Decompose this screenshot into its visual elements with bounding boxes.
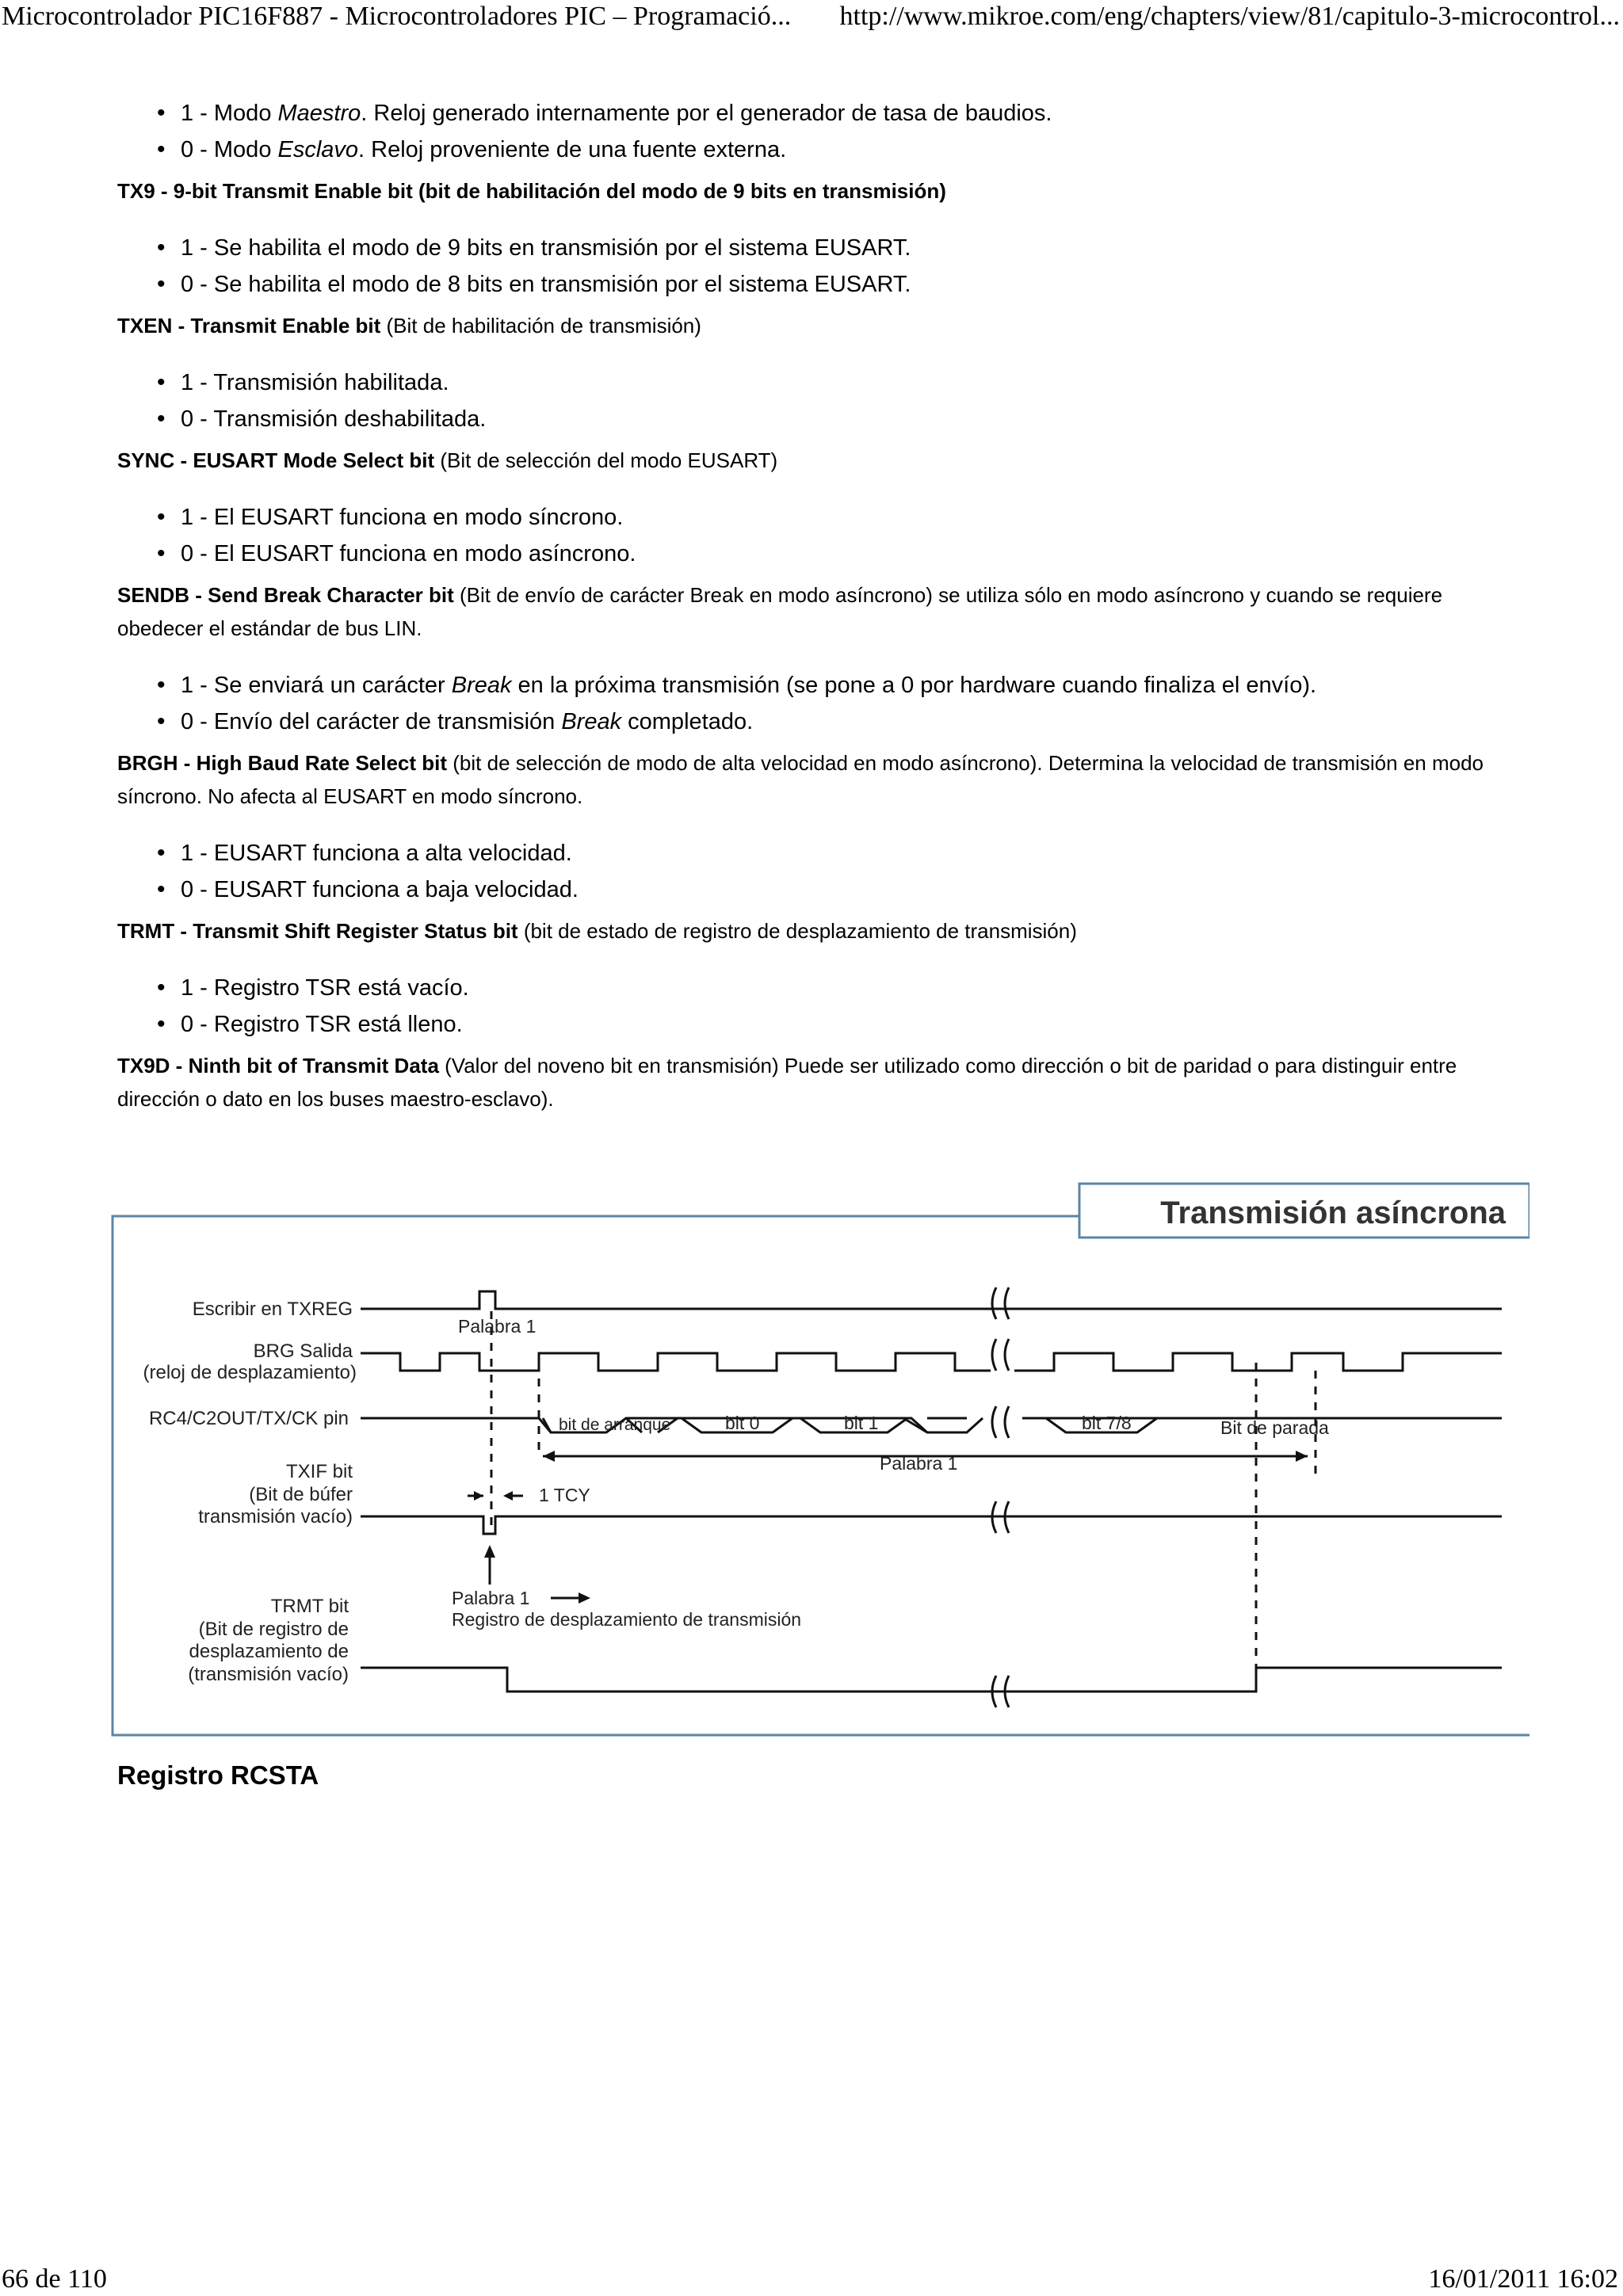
list-item: • 0 - Transmisión deshabilitada. (181, 401, 1512, 437)
list-item: • 0 - El EUSART funciona en modo asíncrono. (181, 536, 1512, 572)
brgh-list (117, 835, 1512, 908)
list-item: • 1 - EUSART funciona a alta velocidad. (181, 835, 1512, 871)
label-trmt-3: desplazamiento de (189, 1641, 349, 1662)
txreg-waveform (361, 1291, 1502, 1309)
trmt-list (117, 970, 1512, 1043)
list-item: • 1 - Registro TSR está vacío. (181, 970, 1512, 1006)
trmt-waveform (361, 1668, 1502, 1691)
list-item: • 0 - Envío del carácter de transmisión Break completado. (181, 704, 1512, 740)
annotation-palabra-span: Palabra 1 (880, 1453, 958, 1474)
list-item: • 1 - El EUSART funciona en modo síncrono. (181, 499, 1512, 536)
label-trmt-4: (transmisión vacío) (188, 1664, 349, 1685)
async-transmission-diagram (111, 1180, 1529, 1739)
annotation-bit0: bit 0 (725, 1413, 760, 1433)
annotation-stop-bit: Bit de parada (1220, 1417, 1329, 1438)
tcy-arrows (468, 1491, 523, 1501)
rc4-waveform (361, 1418, 1502, 1432)
txen-definition: TXEN - Transmit Enable bit (Bit de habilitación de transmisión) (117, 314, 701, 338)
sendb-definition: SENDB - Send Break Character bit (Bit de envío de carácter Break en modo asíncrono) se utiliza sólo en modo asíncrono y cuando se requiere obedecer el estándar de bus LIN. (117, 583, 1443, 640)
label-rc4: RC4/C2OUT/TX/CK pin (148, 1408, 349, 1429)
list-item: • 0 - EUSART funciona a baja velocidad. (181, 871, 1512, 908)
list-item: • 1 - Se habilita el modo de 9 bits en transmisión por el sistema EUSART. (181, 230, 1512, 266)
brg-waveform (361, 1353, 1502, 1371)
rcsta-heading: Registro RCSTA (117, 1760, 319, 1790)
annotation-bit1: bit 1 (844, 1413, 879, 1433)
diagram-title: Transmisión asíncrona (1160, 1196, 1506, 1230)
annotation-start-bit: bit de arranque (559, 1416, 671, 1434)
txif-waveform (361, 1516, 1502, 1534)
label-txif-2: (Bit de búfer (249, 1484, 353, 1505)
browser-page-url[interactable]: http://www.mikroe.com/eng/chapters/view/81/capitulo-3-microcontrol... (839, 2, 1620, 31)
label-txreg: Escribir en TXREG (192, 1299, 353, 1320)
brgh-definition: BRGH - High Baud Rate Select bit (bit de selección de modo de alta velocidad en modo asíncrono). Determina la velocidad de transmisión en modo síncrono. No afecta al EUSART en modo síncrono. (117, 751, 1484, 808)
annotation-bit78: bit 7/8 (1082, 1413, 1132, 1433)
sync-definition: SYNC - EUSART Mode Select bit (Bit de selección del modo EUSART) (117, 448, 778, 472)
list-item: • 1 - Transmisión habilitada. (181, 364, 1512, 401)
list-item: • 1 - Modo Maestro. Reloj generado internamente por el generador de tasa de baudios. (181, 95, 1512, 132)
label-brg-1: BRG Salida (253, 1341, 353, 1362)
label-trmt-1: TRMT bit (270, 1596, 349, 1617)
list-item: • 0 - Registro TSR está lleno. (181, 1006, 1512, 1043)
sync-list (117, 499, 1512, 572)
annotation-shift-register: Registro de desplazamiento de transmisión (452, 1609, 802, 1630)
txen-list (117, 364, 1512, 437)
mode-list (117, 95, 1512, 168)
browser-page-title: Microcontrolador PIC16F887 - Microcontroladores PIC – Programació... (2, 2, 792, 31)
label-brg-2: (reloj de desplazamiento) (143, 1362, 357, 1383)
break-symbols (992, 1287, 1009, 1707)
annotation-palabra-low: Palabra 1 (452, 1588, 530, 1608)
annotation-tcy: 1 TCY (539, 1485, 590, 1505)
label-txif-1: TXIF bit (285, 1461, 353, 1482)
print-datetime: 16/01/2011 16:02 (1428, 2264, 1618, 2294)
list-item: • 1 - Se enviará un carácter Break en la próxima transmisión (se pone a 0 por hardware cuando finaliza el envío). (181, 667, 1512, 704)
label-trmt-2: (Bit de registro de (198, 1619, 349, 1640)
tx9-list (117, 230, 1512, 303)
sendb-list (117, 667, 1512, 740)
list-item: • 0 - Se habilita el modo de 8 bits en transmisión por el sistema EUSART. (181, 266, 1512, 303)
label-txif-3: transmisión vacío) (198, 1506, 353, 1527)
page-counter: 66 de 110 (2, 2264, 107, 2294)
list-item: • 0 - Modo Esclavo. Reloj proveniente de una fuente externa. (181, 132, 1512, 168)
document-body (117, 95, 1512, 1138)
trmt-definition: TRMT - Transmit Shift Register Status bit (bit de estado de registro de desplazamiento de transmisión) (117, 919, 1077, 943)
tx9d-definition: TX9D - Ninth bit of Transmit Data (Valor del noveno bit en transmisión) Puede ser utilizado como dirección o bit de paridad o para distinguir entre dirección o dato en los buses maestro-esclavo). (117, 1054, 1457, 1111)
annotation-palabra-top: Palabra 1 (458, 1316, 537, 1337)
tx9-definition: TX9 - 9-bit Transmit Enable bit (bit de habilitación del modo de 9 bits en transmisión) (117, 179, 946, 203)
